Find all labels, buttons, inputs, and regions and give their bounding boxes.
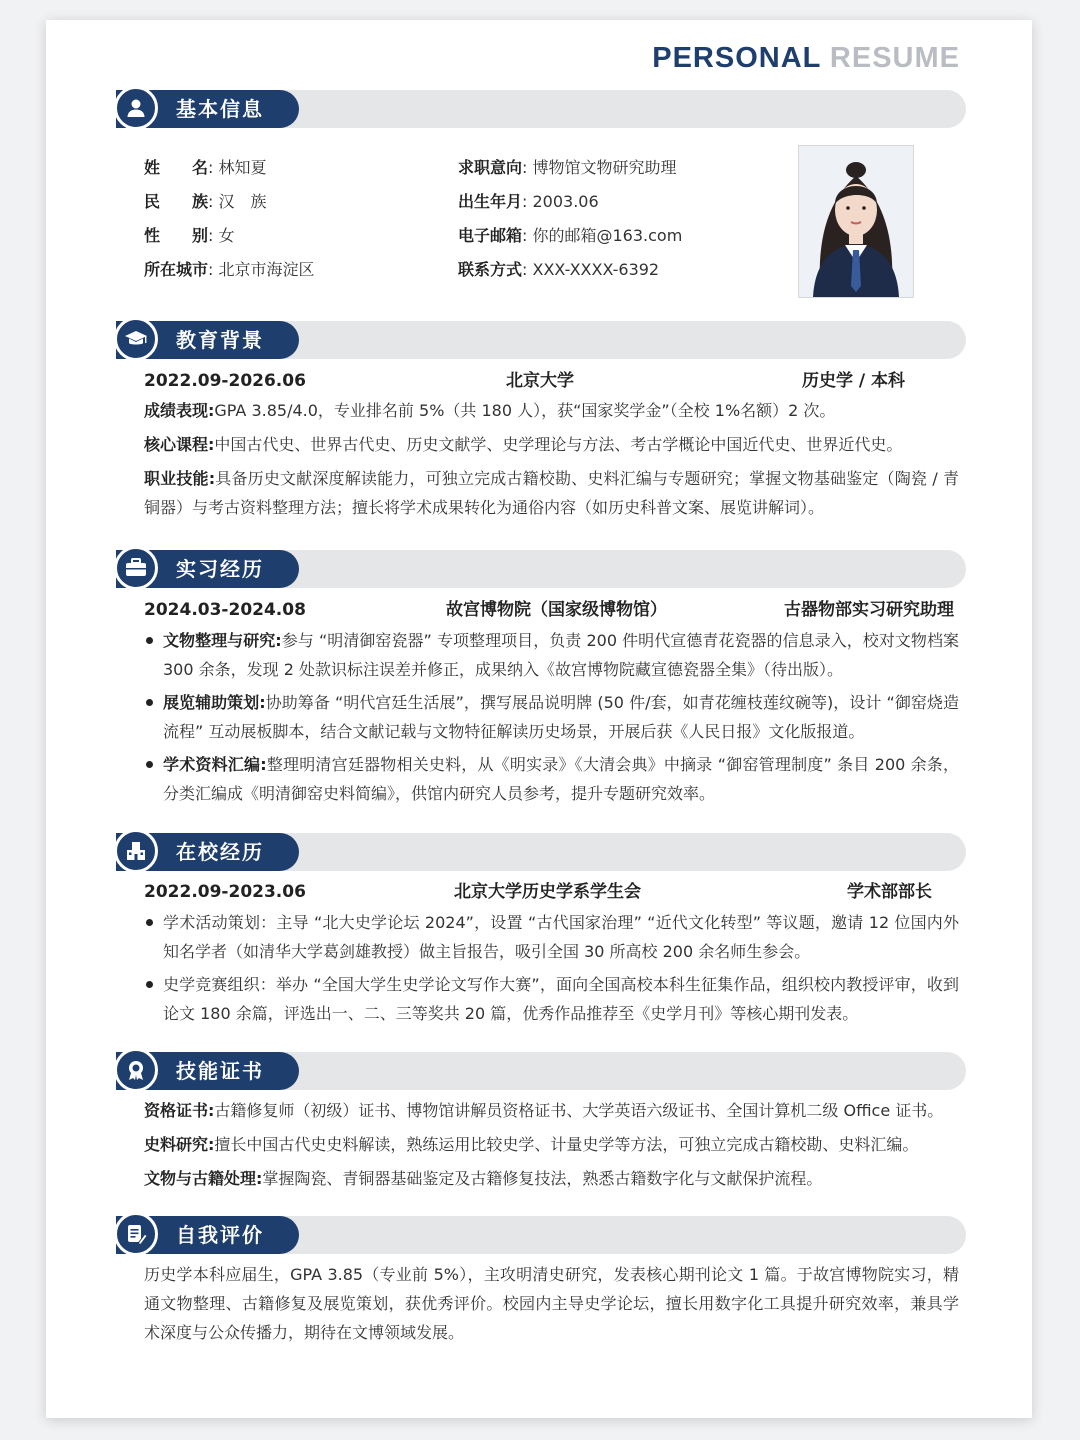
section-header-basic: [116, 90, 966, 128]
item-label: 职业技能:: [144, 469, 216, 488]
user-icon: [114, 86, 158, 130]
colon: :: [208, 158, 214, 177]
colon: :: [522, 260, 528, 279]
graduation-cap-icon: [114, 317, 158, 361]
info-phone: [458, 258, 659, 282]
bullet-dot: [146, 761, 153, 768]
bullet-dot: [146, 981, 153, 988]
info-label: 联系方式: [458, 260, 523, 279]
colon: :: [208, 192, 214, 211]
education-item-grades: [144, 396, 959, 425]
section-title: 在校经历: [176, 840, 264, 864]
bullet-dot: [146, 637, 153, 644]
colon: :: [522, 226, 528, 245]
internship-row-header: [144, 597, 959, 623]
section-header-skills: [116, 1052, 966, 1090]
internship-period: 2024.03-2024.08: [144, 600, 306, 620]
section-title: 技能证书: [176, 1059, 264, 1083]
internship-bullet: [144, 626, 959, 684]
item-text: 具备历史文献深度解读能力，可独立完成古籍校勘、史料汇编与专题研究；掌握文物基础鉴定（陶瓷 / 青铜器）与考古资料整理方法；擅长将学术成果转化为通俗内容（如历史科普文案、展览讲解词）。: [144, 469, 959, 517]
item-label: 文物与古籍处理:: [144, 1169, 263, 1188]
campus-org: 北京大学历史学系学生会: [454, 882, 641, 902]
info-label: 姓 名: [144, 158, 209, 177]
item-text: 擅长中国古代史史料解读，熟练运用比较史学、计量史学等方法，可独立完成古籍校勘、史料汇编。: [214, 1135, 919, 1154]
education-row-header: [144, 368, 959, 394]
item-label: 核心课程:: [144, 435, 215, 454]
info-label: 民 族: [144, 192, 209, 211]
building-icon: [114, 829, 158, 873]
education-school: 北京大学: [506, 371, 574, 391]
item-label: 史料研究:: [144, 1135, 215, 1154]
info-name: [144, 156, 267, 180]
item-text: 中国古代史、世界古代史、历史文献学、史学理论与方法、考古学概论中国近代史、世界近代史。: [214, 435, 903, 454]
education-item-courses: [144, 430, 959, 459]
section-title: 自我评价: [176, 1223, 264, 1247]
bullet-label: 学术资料汇编:: [163, 755, 267, 774]
resume-page: [46, 20, 1032, 1418]
bullet-dot: [146, 919, 153, 926]
campus-bullet: [144, 970, 959, 1028]
brand-word-resume: RESUME: [829, 42, 960, 74]
bullet-text: 参与 “明清御窑瓷器” 专项整理项目，负责 200 件明代宣德青花瓷器的信息录入，校对文物档案 300 余条，发现 2 处款识标注误差并修正，成果纳入《故宫博物院藏宣德瓷器全集》（待出版）。: [163, 631, 959, 679]
internship-bullet: [144, 688, 959, 746]
info-value: 女: [218, 226, 235, 245]
bullet-text: 协助筹备 “明代宫廷生活展”，撰写展品说明牌 (50 件/套，如青花缠枝莲纹碗等)，设计 “御窑烧造流程” 互动展板脚本，结合文献记载与文物特征解读历史场景，开展后获《人民日报》文化版报道。: [163, 693, 960, 741]
bullet-dot: [146, 699, 153, 706]
section-title: 教育背景: [176, 328, 264, 352]
info-value: 博物馆文物研究助理: [532, 158, 677, 177]
colon: :: [208, 226, 214, 245]
info-label: 性 别: [144, 226, 209, 245]
education-major: 历史学 / 本科: [802, 371, 906, 391]
education-period: 2022.09-2026.06: [144, 371, 306, 391]
info-job: [458, 156, 677, 180]
item-label: 资格证书:: [144, 1101, 215, 1120]
info-email: [458, 224, 682, 248]
bullet-text: 史学竞赛组织：举办 “全国大学生史学论文写作大赛”，面向全国高校本科生征集作品，组织校内教授评审，收到论文 180 余篇，评选出一、二、三等奖共 20 篇，优秀作品推荐至《史学月刊》等核心期刊发表。: [163, 975, 959, 1023]
internship-role: 古器物部实习研究助理: [784, 600, 954, 620]
info-ethnicity: [144, 190, 267, 214]
item-text: 掌握陶瓷、青铜器基础鉴定及古籍修复技法，熟悉古籍数字化与文献保护流程。: [262, 1169, 823, 1188]
profile-photo: [798, 145, 914, 298]
info-value: 你的邮箱@163.com: [532, 226, 683, 245]
info-label: 所在城市: [144, 260, 209, 279]
briefcase-icon: [114, 546, 158, 590]
bullet-label: 文物整理与研究:: [163, 631, 282, 650]
colon: :: [522, 192, 528, 211]
skills-item-certificates: [144, 1096, 959, 1125]
info-label: 求职意向: [458, 158, 523, 177]
colon: :: [208, 260, 214, 279]
info-value: 北京市海淀区: [218, 260, 315, 279]
item-text: 古籍修复师（初级）证书、博物馆讲解员资格证书、大学英语六级证书、全国计算机二级 Office 证书。: [214, 1101, 944, 1120]
info-city: [144, 258, 315, 282]
info-value: 林知夏: [218, 158, 267, 177]
campus-period: 2022.09-2023.06: [144, 882, 306, 902]
skills-item-relics: [144, 1164, 959, 1193]
section-header-self: [116, 1216, 966, 1254]
section-title: 基本信息: [176, 97, 264, 121]
colon: :: [522, 158, 528, 177]
edit-document-icon: [114, 1212, 158, 1256]
section-header-internship: [116, 550, 966, 588]
bullet-label: 展览辅助策划:: [163, 693, 266, 712]
info-gender: [144, 224, 235, 248]
section-header-education: [116, 321, 966, 359]
award-badge-icon: [114, 1048, 158, 1092]
internship-org: 故宫博物院（国家级博物馆）: [446, 600, 667, 620]
brand-title: [652, 42, 960, 75]
campus-row-header: [144, 879, 959, 905]
education-item-skills: [144, 464, 959, 522]
section-title: 实习经历: [176, 557, 264, 581]
info-value: 汉 族: [218, 192, 267, 211]
campus-role: 学术部部长: [847, 882, 932, 902]
info-value: 2003.06: [532, 192, 599, 211]
section-header-campus: [116, 833, 966, 871]
info-value: XXX-XXXX-6392: [532, 260, 660, 279]
bullet-text: 学术活动策划：主导 “北大史学论坛 2024”，设置 “古代国家治理” “近代文化转型” 等议题，邀请 12 位国内外知名学者（如清华大学葛剑雄教授）做主旨报告，吸引全国 30 所高校 200 余名师生参会。: [163, 913, 959, 961]
info-birth: [458, 190, 599, 214]
info-label: 电子邮箱: [458, 226, 523, 245]
internship-bullet: [144, 750, 959, 808]
info-label: 出生年月: [458, 192, 523, 211]
item-text: GPA 3.85/4.0，专业排名前 5%（共 180 人），获“国家奖学金”（全校 1%名额）2 次。: [214, 401, 836, 420]
self-evaluation-text: 历史学本科应届生，GPA 3.85（专业前 5%），主攻明清史研究，发表核心期刊论文 1 篇。于故宫博物院实习，精通文物整理、古籍修复及展览策划，获优秀评价。校园内主导史学论坛，擅长用数字化工具提升研究效率，兼具学术深度与公众传播力，期待在文博领域发展。: [144, 1265, 959, 1342]
brand-word-personal: PERSONAL: [652, 42, 821, 74]
item-label: 成绩表现:: [144, 401, 215, 420]
skills-item-research: [144, 1130, 959, 1159]
bullet-text: 整理明清宫廷器物相关史料，从《明实录》《大清会典》中摘录 “御窑管理制度” 条目 200 余条，分类汇编成《明清御窑史料简编》，供馆内研究人员参考，提升专题研究效率。: [163, 755, 959, 803]
campus-bullet: [144, 908, 959, 966]
